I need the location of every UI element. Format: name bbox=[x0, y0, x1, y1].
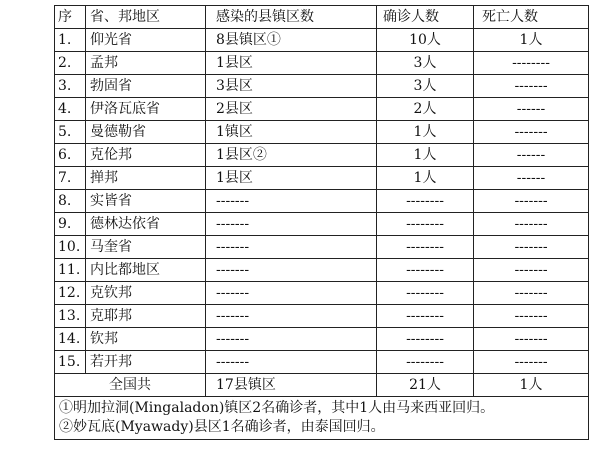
cell-no: 9. bbox=[55, 213, 86, 236]
cell-deaths: ------- bbox=[474, 282, 589, 305]
cell-deaths: ------- bbox=[474, 213, 589, 236]
cell-confirmed: -------- bbox=[377, 305, 474, 328]
table-row bbox=[55, 52, 589, 75]
cell-no: 13. bbox=[55, 305, 86, 328]
table-row bbox=[55, 213, 589, 236]
cell-region: 克伦邦 bbox=[86, 144, 206, 167]
cell-no: 7. bbox=[55, 167, 86, 190]
total-deaths: 1人 bbox=[474, 374, 589, 397]
cell-deaths: ------ bbox=[474, 167, 589, 190]
cell-districts: ------- bbox=[206, 213, 377, 236]
cell-districts: 1县区② bbox=[206, 144, 377, 167]
cell-confirmed: 1人 bbox=[377, 167, 474, 190]
cell-confirmed: 1人 bbox=[377, 144, 474, 167]
cell-no: 1. bbox=[55, 29, 86, 52]
cell-region: 仰光省 bbox=[86, 29, 206, 52]
cell-no: 15. bbox=[55, 351, 86, 374]
cell-districts: ------- bbox=[206, 282, 377, 305]
header-confirmed: 确诊人数 bbox=[377, 6, 474, 29]
table-row bbox=[55, 167, 589, 190]
cell-deaths: ------- bbox=[474, 236, 589, 259]
cell-districts: 2县区 bbox=[206, 98, 377, 121]
cell-confirmed: -------- bbox=[377, 259, 474, 282]
total-confirmed: 21人 bbox=[377, 374, 474, 397]
table-row bbox=[55, 98, 589, 121]
cell-deaths: ------- bbox=[474, 305, 589, 328]
cell-region: 内比都地区 bbox=[86, 259, 206, 282]
footnotes bbox=[55, 397, 589, 440]
cell-districts: ------- bbox=[206, 328, 377, 351]
table-row bbox=[55, 305, 589, 328]
cell-deaths: ------- bbox=[474, 190, 589, 213]
header-region: 省、邦地区 bbox=[86, 6, 206, 29]
cell-no: 6. bbox=[55, 144, 86, 167]
cell-region: 掸邦 bbox=[86, 167, 206, 190]
cell-region: 孟邦 bbox=[86, 52, 206, 75]
table-row bbox=[55, 282, 589, 305]
table-row bbox=[55, 190, 589, 213]
cell-deaths: 1人 bbox=[474, 29, 589, 52]
cell-confirmed: 3人 bbox=[377, 75, 474, 98]
table-header-row bbox=[55, 6, 589, 29]
cell-no: 8. bbox=[55, 190, 86, 213]
cell-districts: 1县区 bbox=[206, 52, 377, 75]
cell-districts: 1县区 bbox=[206, 167, 377, 190]
cell-no: 11. bbox=[55, 259, 86, 282]
cell-confirmed: 10人 bbox=[377, 29, 474, 52]
cell-no: 3. bbox=[55, 75, 86, 98]
footnote-1: ①明加拉洞(Mingaladon)镇区2名确诊者，其中1人由马来西亚回归。 bbox=[59, 400, 495, 416]
cell-confirmed: -------- bbox=[377, 328, 474, 351]
cell-region: 钦邦 bbox=[86, 328, 206, 351]
footnote-2: ②妙瓦底(Myawady)县区1名确诊者，由泰国回归。 bbox=[59, 419, 385, 435]
cell-region: 实皆省 bbox=[86, 190, 206, 213]
cell-region: 克钦邦 bbox=[86, 282, 206, 305]
cell-region: 克耶邦 bbox=[86, 305, 206, 328]
header-districts: 感染的县镇区数 bbox=[206, 6, 377, 29]
cell-confirmed: 2人 bbox=[377, 98, 474, 121]
cell-deaths: ------ bbox=[474, 144, 589, 167]
table-row bbox=[55, 351, 589, 374]
cell-districts: 8县镇区① bbox=[206, 29, 377, 52]
cell-deaths: ------- bbox=[474, 121, 589, 144]
cell-confirmed: -------- bbox=[377, 190, 474, 213]
table-row bbox=[55, 75, 589, 98]
cell-confirmed: 1人 bbox=[377, 121, 474, 144]
cell-confirmed: 3人 bbox=[377, 52, 474, 75]
cell-no: 4. bbox=[55, 98, 86, 121]
table-row bbox=[55, 259, 589, 282]
cell-region: 马奎省 bbox=[86, 236, 206, 259]
cell-region: 德林达依省 bbox=[86, 213, 206, 236]
cell-confirmed: -------- bbox=[377, 236, 474, 259]
cell-deaths: ------- bbox=[474, 351, 589, 374]
covid-table-document bbox=[54, 5, 552, 440]
table-row bbox=[55, 29, 589, 52]
total-label: 全国共 bbox=[55, 374, 206, 397]
cell-region: 勃固省 bbox=[86, 75, 206, 98]
total-row bbox=[55, 374, 589, 397]
cell-deaths: ------- bbox=[474, 75, 589, 98]
table-row bbox=[55, 121, 589, 144]
cell-deaths: -------- bbox=[474, 52, 589, 75]
cell-region: 曼德勒省 bbox=[86, 121, 206, 144]
cell-districts: 1镇区 bbox=[206, 121, 377, 144]
cell-districts: ------- bbox=[206, 259, 377, 282]
table-row bbox=[55, 236, 589, 259]
total-districts: 17县镇区 bbox=[206, 374, 377, 397]
table-row bbox=[55, 328, 589, 351]
table-row bbox=[55, 144, 589, 167]
cell-no: 14. bbox=[55, 328, 86, 351]
cell-no: 12. bbox=[55, 282, 86, 305]
cases-table bbox=[54, 5, 589, 440]
cell-no: 5. bbox=[55, 121, 86, 144]
cell-districts: ------- bbox=[206, 190, 377, 213]
cell-confirmed: -------- bbox=[377, 213, 474, 236]
cell-region: 伊洛瓦底省 bbox=[86, 98, 206, 121]
header-deaths: 死亡人数 bbox=[474, 6, 589, 29]
notes-row bbox=[55, 397, 589, 440]
cell-no: 10. bbox=[55, 236, 86, 259]
cell-districts: ------- bbox=[206, 236, 377, 259]
cell-deaths: ------- bbox=[474, 328, 589, 351]
cell-no: 2. bbox=[55, 52, 86, 75]
cell-deaths: ------ bbox=[474, 98, 589, 121]
cell-districts: ------- bbox=[206, 305, 377, 328]
cell-confirmed: -------- bbox=[377, 282, 474, 305]
cell-districts: 3县区 bbox=[206, 75, 377, 98]
cell-districts: ------- bbox=[206, 351, 377, 374]
cell-deaths: ------- bbox=[474, 259, 589, 282]
cell-region: 若开邦 bbox=[86, 351, 206, 374]
cell-confirmed: -------- bbox=[377, 351, 474, 374]
header-no: 序 bbox=[55, 6, 86, 29]
